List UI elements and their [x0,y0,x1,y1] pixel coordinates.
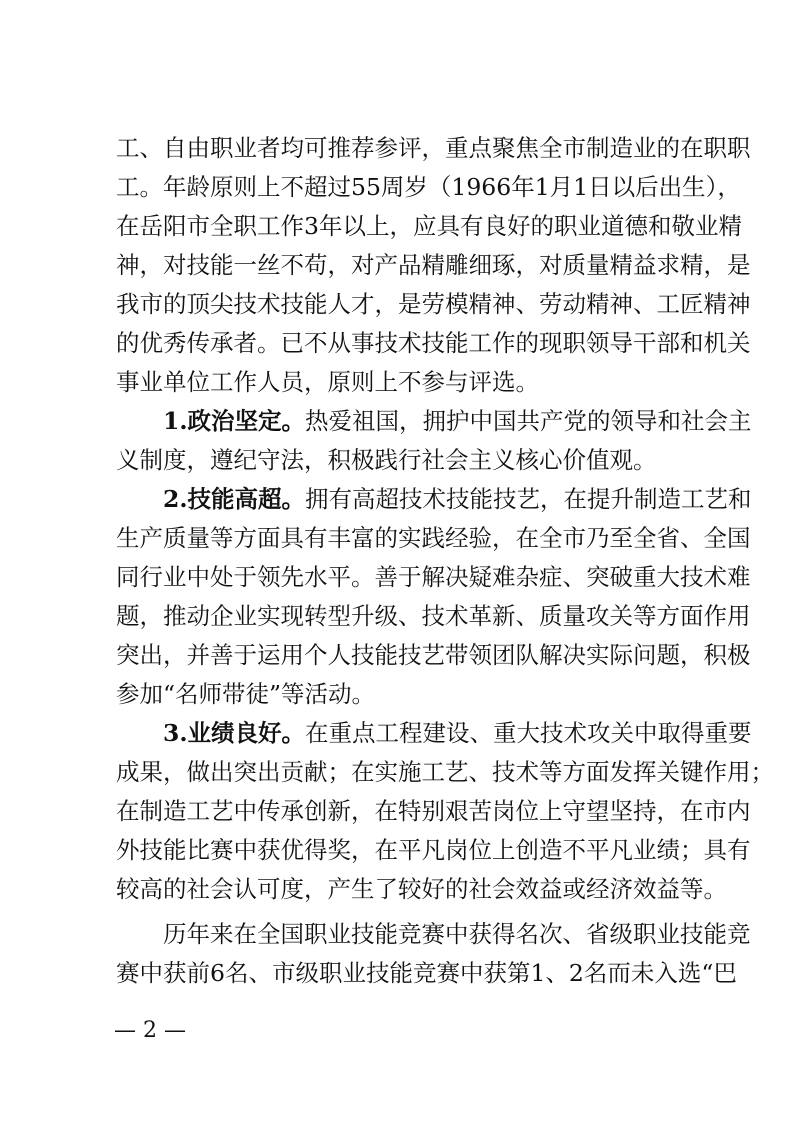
item3-line-2: 成果，做出突出贡献；在实施工艺、技术等方面发挥关键作用； [116,758,774,786]
intro-line-2: 工。年龄原则上不超过55周岁（1966年1月1日以后出生）， [116,173,741,201]
item2-first-line-text: 拥有高超技术技能技艺，在提升制造工艺和 [305,485,752,513]
item1-line-2: 义制度，遵纪守法，积极践行社会主义核心价值观。 [116,446,657,474]
item1-first-line [163,404,752,438]
page-number: — 2 — [114,1018,186,1043]
item2-heading: 2.技能高超。 [163,485,306,513]
item2-first-line [163,482,752,516]
closing-first-line: 历年来在全国职业技能竞赛中获得名次、省级职业技能竞 [163,920,751,948]
item2-line-3: 同行业中处于领先水平。善于解决疑难杂症、突破重大技术难 [116,563,751,591]
item2-line-6: 参加“名师带徒”等活动。 [116,680,376,708]
item3-heading: 3.业绩良好。 [163,719,306,747]
item3-first-line-text: 在重点工程建设、重大技术攻关中取得重要 [305,719,752,747]
item3-line-5: 较高的社会认可度，产生了较好的社会效益或经济效益等。 [116,875,727,903]
item1-first-line-text: 热爱祖国，拥护中国共产党的领导和社会主 [305,407,752,435]
intro-line-1: 工、自由职业者均可推荐参评，重点聚焦全市制造业的在职职 [116,134,751,162]
intro-line-7: 事业单位工作人员，原则上不参与评选。 [116,368,539,396]
item3-first-line [163,716,752,750]
closing-line-2: 赛中获前6名、市级职业技能竞赛中获第1、2名而未入选“巴 [116,959,737,987]
intro-line-6: 的优秀传承者。已不从事技术技能工作的现职领导干部和机关 [116,329,751,357]
item2-line-4: 题，推动企业实现转型升级、技术革新、质量攻关等方面作用 [116,602,751,630]
item1-heading: 1.政治坚定。 [163,407,306,435]
intro-line-4: 神，对技能一丝不苟，对产品精雕细琢，对质量精益求精，是 [116,251,751,279]
item2-line-5: 突出，并善于运用个人技能技艺带领团队解决实际问题，积极 [116,641,751,669]
intro-line-3: 在岳阳市全职工作3年以上，应具有良好的职业道德和敬业精 [116,212,742,240]
item3-line-4: 外技能比赛中获优得奖，在平凡岗位上创造不平凡业绩；具有 [116,836,751,864]
item3-line-3: 在制造工艺中传承创新，在特别艰苦岗位上守望坚持，在市内 [116,797,751,825]
item2-line-2: 生产质量等方面具有丰富的实践经验，在全市乃至全省、全国 [116,524,751,552]
intro-line-5: 我市的顶尖技术技能人才，是劳模精神、劳动精神、工匠精神 [116,290,751,318]
